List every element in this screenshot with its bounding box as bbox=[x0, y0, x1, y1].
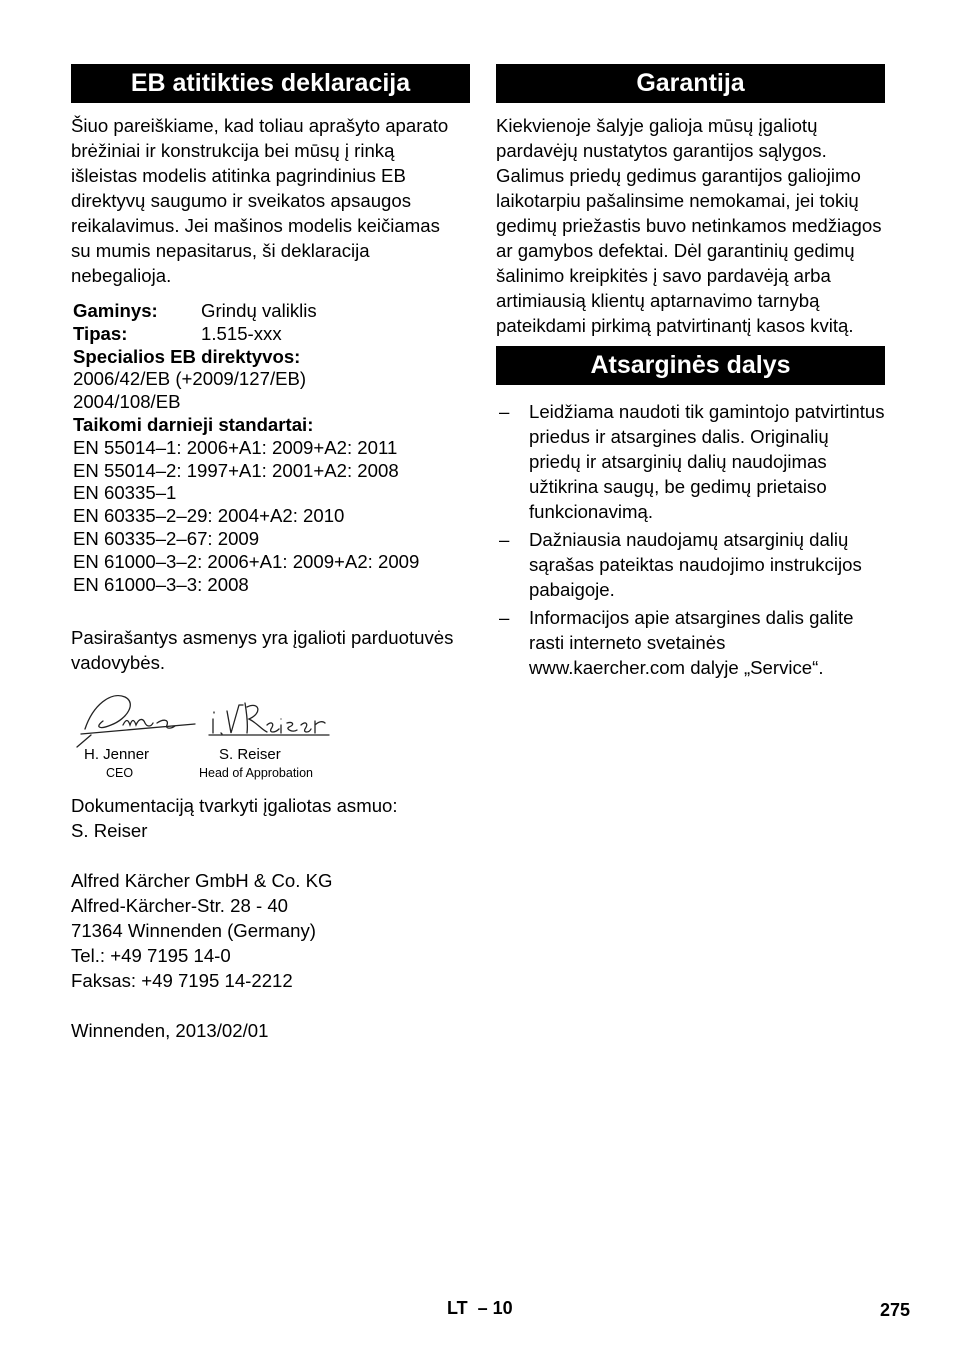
signature-jenner bbox=[77, 696, 195, 747]
footer-language-page: LT – 10 bbox=[447, 1298, 513, 1318]
declaration-heading: EB atitikties deklaracija bbox=[71, 64, 470, 103]
address-line: Alfred Kärcher GmbH & Co. KG bbox=[71, 870, 333, 892]
standard-item: EN 55014–2: 1997+A1: 2001+A2: 2008 bbox=[73, 459, 399, 481]
list-item bbox=[496, 527, 885, 602]
dash-bullet: – bbox=[499, 529, 510, 550]
signature-reiser bbox=[209, 703, 329, 735]
signer1-role: CEO bbox=[106, 766, 134, 781]
company-address bbox=[71, 868, 470, 993]
signer1-name: H. Jenner bbox=[84, 746, 150, 764]
list-item-text: Informacijos apie atsargines dalis galite rasti interneto svetainės www.kaercher.com dalyje „Service“. bbox=[529, 607, 854, 678]
list-item-text: Dažniausia naudojamų atsarginių dalių sąrašas pateiktas naudojimo instrukcijos pabaigoje. bbox=[529, 529, 862, 600]
address-line: Faksas: +49 7195 14-2212 bbox=[71, 970, 293, 992]
standard-item: EN 55014–1: 2006+A1: 2009+A2: 2011 bbox=[73, 436, 398, 458]
type-label: Tipas: bbox=[73, 322, 128, 344]
warranty-heading: Garantija bbox=[496, 64, 885, 103]
list-item-text: Leidžiama naudoti tik gamintojo patvirtintus priedus ir atsargines dalis. Originalių priedų ir atsarginių dalių naudojimas užtikrina saugų, be gedimų prietaiso funkcionavimą. bbox=[529, 401, 885, 522]
standards-label: Taikomi darnieji standartai: bbox=[73, 413, 314, 435]
product-row bbox=[73, 300, 470, 323]
product-spec bbox=[71, 300, 470, 596]
directives-label: Specialios EB direktyvos: bbox=[73, 345, 301, 367]
address-line: 71364 Winnenden (Germany) bbox=[71, 920, 316, 942]
list-item bbox=[496, 399, 885, 524]
spare-parts-list bbox=[496, 399, 885, 680]
signatories-text: Pasirašantys asmenys yra įgalioti parduotuvės vadovybės. bbox=[71, 627, 454, 674]
warranty-text: Kiekvienoje šalyje galioja mūsų įgaliotų pardavėjų nustatytos garantijos sąlygos. Galimus priedų gedimus garantijos galiojimo laikotarpiu pašalinsime nemokamai, jei tokių gedimų priežastis buvo netinkamos medžiagos ar gamybos defektai. Dėl garantinių gedimų šalinimo kreipkitės į savo pardavėją arba artimiausią klientų aptarnavimo tarnybą pateikdami pirkimą patvirtinantį kasos kvitą. bbox=[496, 115, 882, 336]
directive-item: 2004/108/EB bbox=[73, 391, 181, 413]
declaration-intro: Šiuo pareiškiame, kad toliau aprašyto aparato brėžiniai ir konstrukcija bei mūsų į rinką išleistas modelis atitinka pagrindinius EB direktyvų saugumo ir sveikatos apsaugos reikalavimus. Jei mašinos modelis keičiamas su mumis nepasitarus, ši deklaracija nebegalioja. bbox=[71, 115, 449, 286]
signature-block bbox=[71, 685, 470, 781]
signer2-name: S. Reiser bbox=[219, 746, 281, 764]
dash-bullet: – bbox=[499, 607, 510, 628]
standard-item: EN 61000–3–3: 2008 bbox=[73, 573, 249, 595]
list-item bbox=[496, 605, 885, 680]
standard-item: EN 61000–3–2: 2006+A1: 2009+A2: 2009 bbox=[73, 550, 420, 572]
signer2-role: Head of Approbation bbox=[199, 766, 313, 781]
footer-page-number: 275 bbox=[880, 1300, 911, 1320]
address-line: Tel.: +49 7195 14-0 bbox=[71, 945, 231, 967]
directive-item: 2006/42/EB (+2009/127/EB) bbox=[73, 368, 307, 390]
doc-responsible-text: Dokumentaciją tvarkyti įgaliotas asmuo: bbox=[71, 795, 398, 817]
declaration-column bbox=[71, 64, 470, 1043]
doc-responsible-person: S. Reiser bbox=[71, 820, 148, 842]
dash-bullet: – bbox=[499, 401, 510, 422]
type-row bbox=[73, 323, 470, 346]
warranty-column bbox=[496, 64, 885, 683]
standard-item: EN 60335–2–29: 2004+A2: 2010 bbox=[73, 505, 345, 527]
address-line: Alfred-Kärcher-Str. 28 - 40 bbox=[71, 895, 289, 917]
product-value: Grindų valiklis bbox=[201, 300, 317, 321]
standard-item: EN 60335–1 bbox=[73, 482, 177, 504]
place-date: Winnenden, 2013/02/01 bbox=[71, 1020, 269, 1042]
standard-item: EN 60335–2–67: 2009 bbox=[73, 527, 260, 549]
type-value: 1.515-xxx bbox=[201, 322, 282, 344]
spare-parts-heading: Atsarginės dalys bbox=[496, 346, 885, 385]
product-label: Gaminys: bbox=[73, 300, 158, 321]
